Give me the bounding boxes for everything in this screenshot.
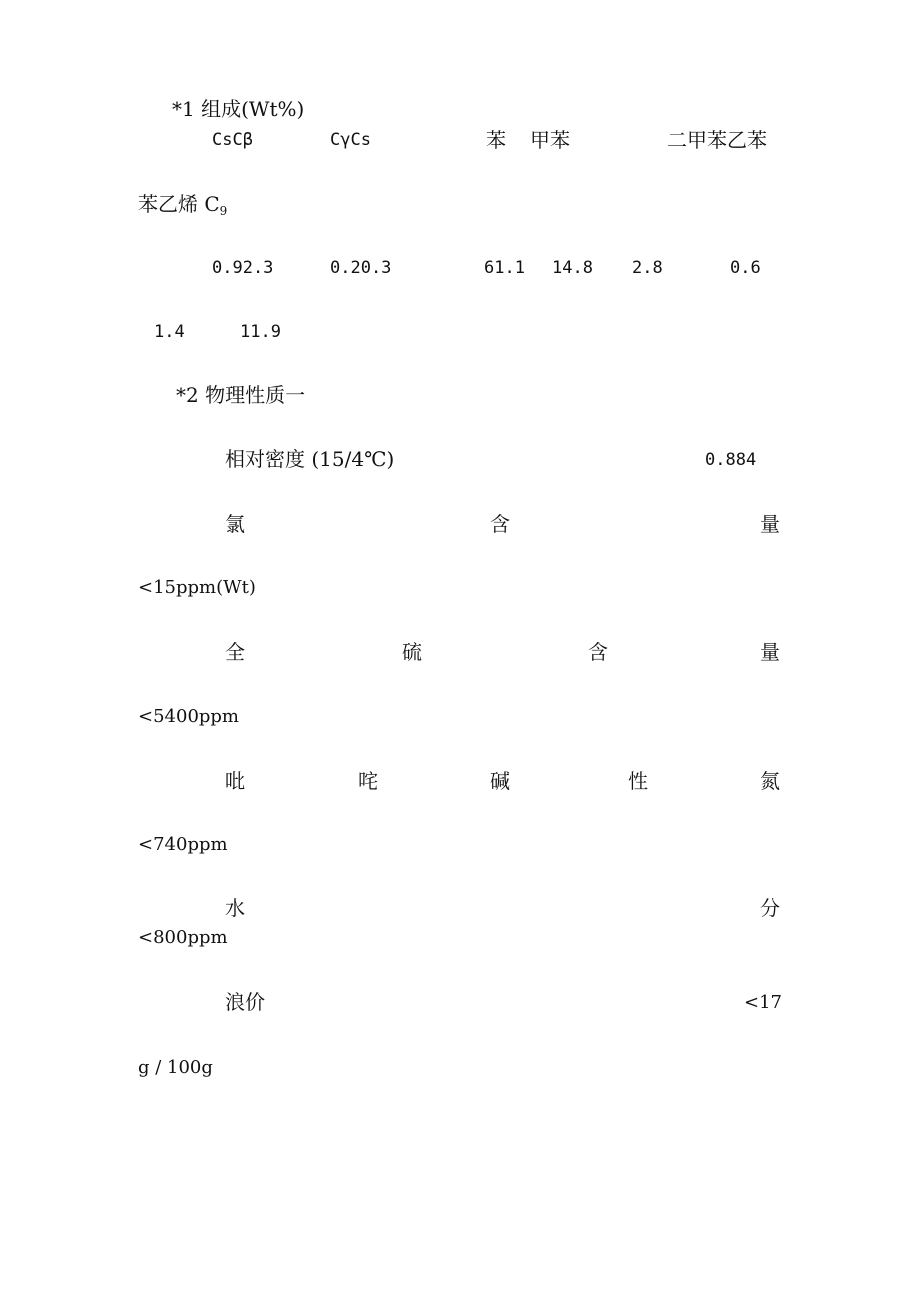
- header-cscb: CsCβ: [212, 130, 253, 150]
- value-xylene: 2.8: [632, 258, 663, 278]
- value-styrene: 1.4: [154, 322, 185, 342]
- bromine-value-upper: <17: [744, 992, 782, 1013]
- nitrogen-label-char-3: 碱: [490, 769, 510, 793]
- header-c9-subscript: 9: [219, 204, 228, 218]
- chlorine-label-char-2: 含: [490, 512, 510, 536]
- sulfur-label-char-3: 含: [588, 640, 608, 664]
- header-benzene: 苯: [486, 128, 506, 152]
- nitrogen-label-char-2: 咤: [358, 769, 378, 793]
- header-styrene-label: 苯乙烯 C: [138, 192, 220, 216]
- nitrogen-label-char-4: 性: [628, 769, 648, 793]
- header-cgcs: CγCs: [330, 130, 371, 150]
- value-cgcs: 0.20.3: [330, 258, 392, 278]
- chlorine-label-char-3: 量: [760, 512, 780, 536]
- value-c9: 11.9: [240, 322, 281, 342]
- density-value: 0.884: [705, 450, 757, 470]
- bromine-value-lower: g / 100g: [138, 1057, 213, 1078]
- nitrogen-label-char-5: 氮: [760, 769, 780, 793]
- sulfur-label-char-2: 硫: [402, 640, 422, 664]
- chlorine-value: <15ppm(Wt): [138, 577, 256, 598]
- sulfur-value: <5400ppm: [138, 706, 240, 727]
- value-benzene: 61.1: [484, 258, 525, 278]
- section1-heading: *1 组成(Wt%): [172, 97, 305, 121]
- water-label-char-2: 分: [760, 896, 780, 920]
- section2-heading: *2 物理性质一: [176, 383, 306, 407]
- value-toluene: 14.8: [552, 258, 593, 278]
- header-xylene-ethylbenzene: 二甲苯乙苯: [667, 128, 767, 152]
- water-label-char-1: 水: [225, 896, 245, 920]
- nitrogen-value: <740ppm: [138, 834, 228, 855]
- header-styrene-c9: [138, 192, 227, 223]
- value-ethylbenzene: 0.6: [730, 258, 761, 278]
- chlorine-label-char-1: 氯: [225, 512, 245, 536]
- sulfur-label-char-4: 量: [760, 640, 780, 664]
- value-cscb: 0.92.3: [212, 258, 274, 278]
- sulfur-label-char-1: 全: [225, 640, 245, 664]
- water-value: <800ppm: [138, 927, 228, 948]
- density-label: 相对密度 (15/4℃): [225, 447, 395, 471]
- nitrogen-label-char-1: 吡: [225, 769, 245, 793]
- bromine-label: 浪价: [225, 990, 265, 1014]
- header-toluene: 甲苯: [530, 128, 570, 152]
